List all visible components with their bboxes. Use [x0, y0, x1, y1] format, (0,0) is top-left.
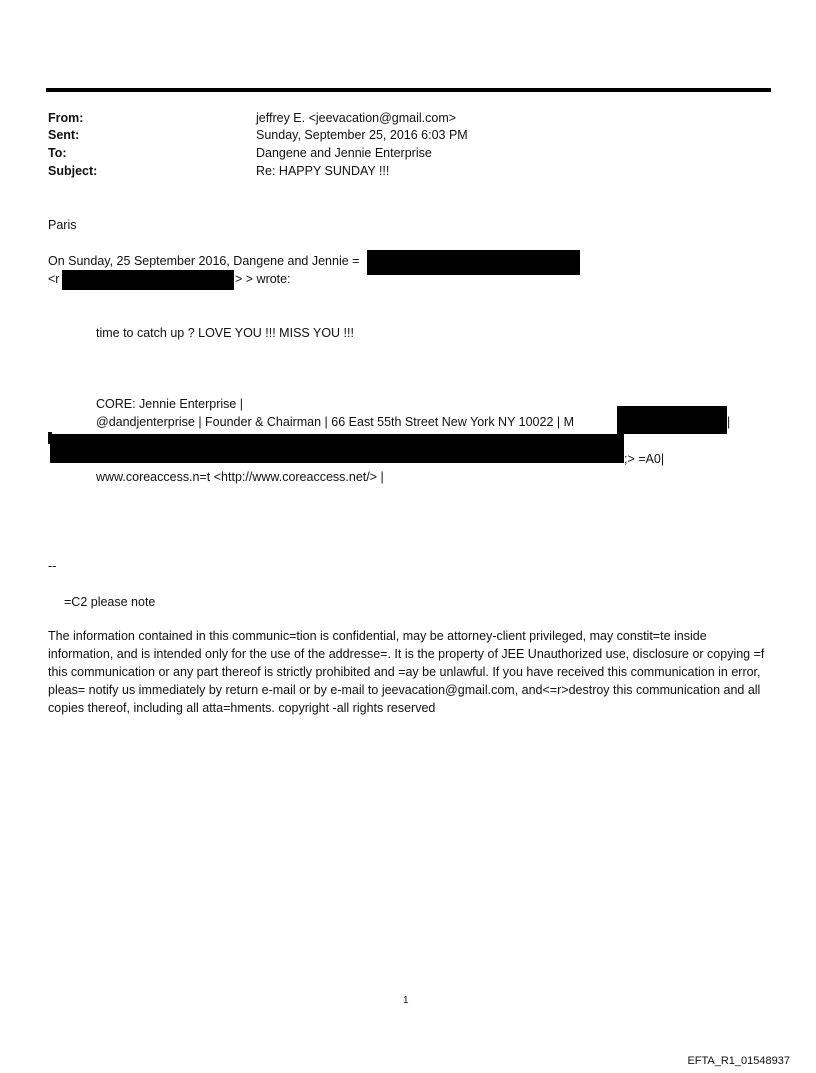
- sent-label: Sent:: [48, 128, 80, 142]
- quote-intro-line-1: On Sunday, 25 September 2016, Dangene and Jennie =: [48, 254, 360, 268]
- sent-value: Sunday, September 25, 2016 6:03 PM: [256, 128, 468, 142]
- quote-intro-line-2b: > > wrote:: [235, 272, 291, 286]
- from-row: [48, 109, 748, 127]
- signature-line-2: @dandjenterprise | Founder & Chairman | 66 East 55th Street New York NY 10022 | M: [96, 415, 575, 429]
- quote-intro-line-2a: <r: [48, 272, 60, 286]
- redaction-box: [62, 270, 234, 290]
- bates-number: EFTA_R1_01548937: [687, 1055, 790, 1067]
- page-number: 1: [403, 995, 409, 1006]
- subject-row: [48, 162, 748, 180]
- reply-text: Paris: [48, 218, 77, 232]
- to-row: [48, 144, 748, 162]
- please-note: =C2 please note: [64, 595, 156, 609]
- quoted-message: time to catch up ? LOVE YOU !!! MISS YOU !!!: [96, 326, 354, 340]
- from-value: jeffrey E. <jeevacation@gmail.com>: [256, 111, 457, 125]
- signature-line-2-end: |: [727, 415, 731, 429]
- to-label: To:: [48, 146, 67, 160]
- disclaimer-paragraph: The information contained in this communic=tion is confidential, may be attorney-client privileged, may constit=te inside information, and is intended only for the use of the addresse=. It is the property of JEE Unauthorized use, disclosure or copying =f this communication or any part thereof is strictly prohibited and =ay be unlawful. If you have received this communication in error, pleas= notify us immediately by return e-mail or by e-mail to jeevacation@gmail.com, and<=r>destroy this communication and all copies thereof, including all atta=hments. copyright -all rights reserved: [48, 629, 765, 715]
- signature-line-3: ;> =A0|: [624, 452, 665, 466]
- redaction-box: [50, 434, 624, 463]
- subject-value: Re: HAPPY SUNDAY !!!: [256, 164, 390, 178]
- signature-line-1: CORE: Jennie Enterprise |: [96, 397, 244, 411]
- signature-separator: --: [48, 559, 57, 573]
- signature-line-4: www.coreaccess.n=t <http://www.coreaccess.net/> |: [96, 470, 384, 484]
- to-value: Dangene and Jennie Enterprise: [256, 146, 432, 160]
- subject-label: Subject:: [48, 164, 98, 178]
- from-label: From:: [48, 111, 84, 125]
- sent-row: [48, 126, 748, 144]
- redaction-box: [367, 250, 580, 275]
- header-rule: [46, 88, 771, 92]
- redaction-box: [617, 406, 727, 434]
